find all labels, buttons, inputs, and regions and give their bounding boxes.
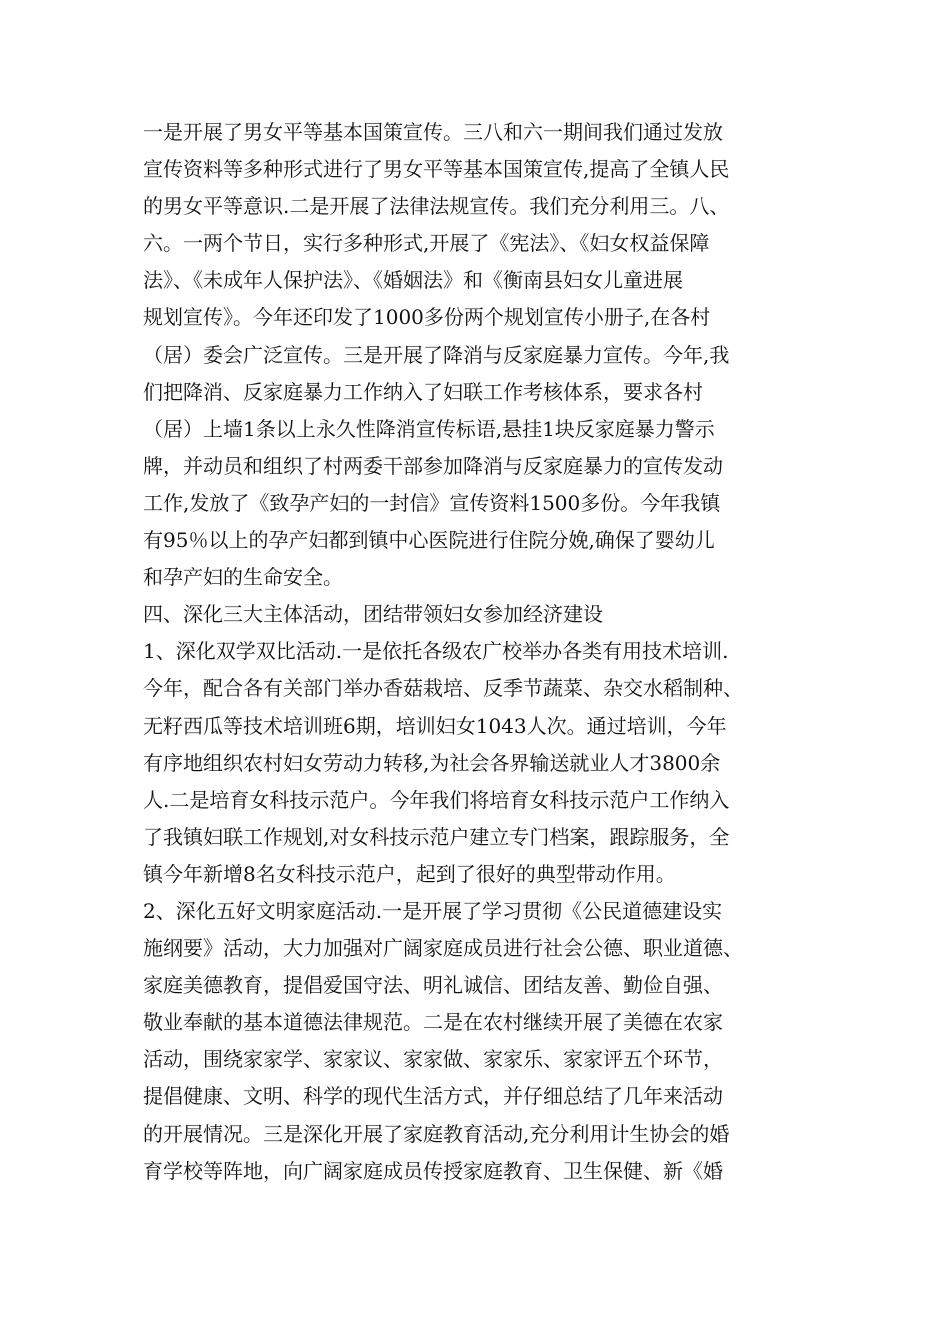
text-line: 工作,发放了《致孕产妇的一封信》宣传资料1500多份。今年我镇	[143, 490, 721, 515]
text-line: 无籽西瓜等技术培训班6期，培训妇女1043人次。通过培训，今年	[143, 713, 727, 738]
text-line: 四、深化三大主体活动，团结带领妇女参加经济建设	[143, 602, 603, 627]
text-line: 的男女平等意识.二是开展了法律法规宣传。我们充分利用三。八、	[143, 194, 730, 219]
text-line: 2、深化五好文明家庭活动.一是开展了学习贯彻《公民道德建设实	[143, 898, 723, 923]
text-line: 的开展情况。三是深化开展了家庭教育活动,充分利用计生协会的婚	[143, 1121, 730, 1146]
text-line: 今年，配合各有关部门举办香菇栽培、反季节蔬菜、杂交水稻制种、	[143, 676, 743, 701]
text-line: 有序地组织农村妇女劳动力转移,为社会各界输送就业人才3800余	[143, 750, 721, 775]
body-text	[143, 114, 833, 1190]
text-line: 镇今年新增8名女科技示范户，起到了很好的典型带动作用。	[143, 861, 676, 886]
text-line: 家庭美德教育，提倡爱国守法、明礼诚信、团结友善、勤俭自强、	[143, 973, 723, 998]
text-line: 六。一两个节日，实行多种形式,开展了《宪法》、《妇女权益保障	[143, 231, 710, 256]
text-line: 们把降消、反家庭暴力工作纳入了妇联工作考核体系，要求各村	[143, 379, 703, 404]
text-line: 敬业奉献的基本道德法律规范。二是在农村继续开展了美德在农家	[143, 1010, 723, 1035]
text-line: 了我镇妇联工作规划,对女科技示范户建立专门档案，跟踪服务，全	[143, 824, 730, 849]
text-line: （居）委会广泛宣传。三是开展了降消与反家庭暴力宣传。今年,我	[143, 342, 730, 367]
text-line: 1、深化双学双比活动.一是依托各级农广校举办各类有用技术培训.	[143, 639, 729, 664]
text-line: 提倡健康、文明、科学的现代生活方式，并仔细总结了几年来活动	[143, 1084, 723, 1109]
text-line: 一是开展了男女平等基本国策宣传。三八和六一期间我们通过发放	[143, 120, 723, 144]
text-line: 牌，并动员和组织了村两委干部参加降消与反家庭暴力的宣传发动	[143, 453, 723, 478]
text-line: 有95％以上的孕产妇都到镇中心医院进行住院分娩,确保了婴幼儿	[143, 528, 715, 553]
text-line: 规划宣传》。今年还印发了1000多份两个规划宣传小册子,在各村	[143, 305, 711, 330]
text-line: 育学校等阵地，向广阔家庭成员传授家庭教育、卫生保健、新《婚	[143, 1158, 723, 1183]
text-line: 人.二是培育女科技示范户。今年我们将培育女科技示范户工作纳入	[143, 787, 730, 812]
text-line: 施纲要》活动，大力加强对广阔家庭成员进行社会公德、职业道德、	[143, 936, 743, 961]
text-line: 宣传资料等多种形式进行了男女平等基本国策宣传,提高了全镇人民	[143, 157, 730, 182]
text-line: 和孕产妇的生命安全。	[143, 565, 343, 590]
text-line: （居）上墙1条以上永久性降消宣传标语,悬挂1块反家庭暴力警示	[143, 416, 715, 441]
text-line: 活动，围绕家家学、家家议、家家做、家家乐、家家评五个环节，	[143, 1047, 723, 1072]
text-line: 法》、《未成年人保护法》、《婚姻法》和《衡南县妇女儿童进展	[143, 268, 683, 293]
